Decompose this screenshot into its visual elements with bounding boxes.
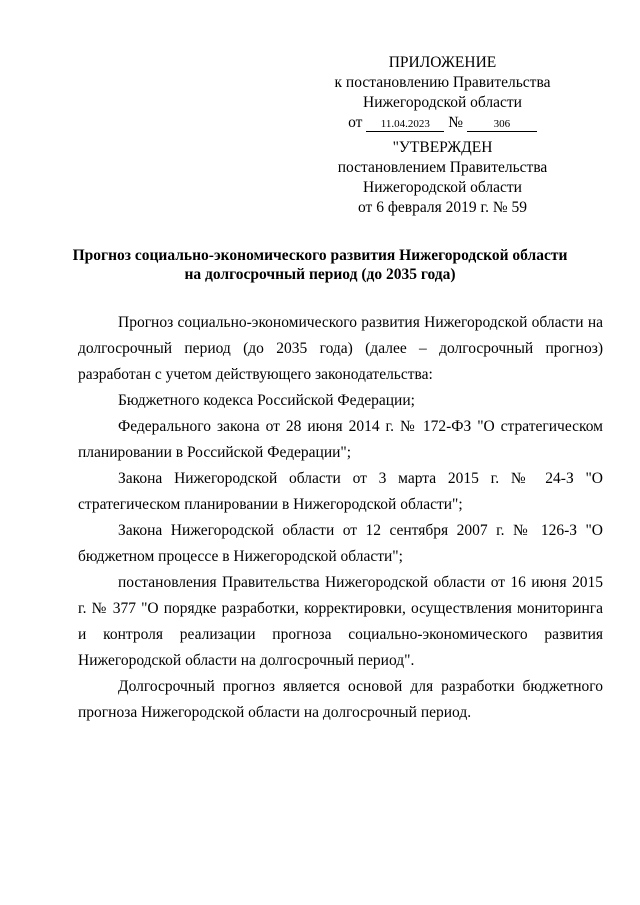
paragraph-conclusion: Долгосрочный прогноз является основой для разработки бюджетного прогноза Нижегородской области на долгосрочный период.: [78, 678, 603, 721]
paragraph-intro: Прогноз социально-экономического развития Нижегородской области на долгосрочный период (до 2035 года) (далее – долгосрочный прогноз) разработан с учетом действующего законодательства:: [78, 314, 603, 383]
paragraph-regional-law-budget: Закона Нижегородской области от 12 сентября 2007 г. № 126-З "О бюджетном процессе в Нижегородской области";: [78, 522, 603, 565]
document-title: [70, 246, 570, 284]
appendix-line-2: Нижегородской области: [363, 94, 522, 111]
appendix-number-sign: №: [448, 114, 463, 131]
paragraph-regional-law-planning: Закона Нижегородской области от 3 марта 2015 г. № 24-З "О стратегическом планировании в Нижегородской области";: [78, 470, 603, 513]
approved-header: [330, 138, 555, 218]
appendix-from-label: от: [348, 114, 363, 131]
approved-line-1: постановлением Правительства: [337, 159, 548, 176]
approved-line-2: Нижегородской области: [363, 179, 522, 196]
appendix-date-line: [330, 113, 555, 133]
paragraph-federal-law: Федерального закона от 28 июня 2014 г. № 172-ФЗ "О стратегическом планировании в Российской Федерации";: [78, 418, 603, 461]
appendix-number-value: 306: [467, 117, 537, 132]
document-title-line-1: Прогноз социально-экономического развития Нижегородской области: [72, 247, 568, 264]
approved-line-3: от 6 февраля 2019 г. № 59: [358, 199, 527, 216]
paragraph-budget-code: Бюджетного кодекса Российской Федерации;: [118, 392, 415, 409]
appendix-line-1: к постановлению Правительства: [334, 74, 551, 91]
document-title-line-2: на долгосрочный период (до 2035 года): [184, 266, 456, 283]
appendix-title: ПРИЛОЖЕНИЕ: [388, 54, 497, 71]
approved-title: "УТВЕРЖДЕН: [392, 139, 493, 156]
paragraph-government-decree: постановления Правительства Нижегородской области от 16 июня 2015 г. № 377 "О порядке разработки, корректировки, осуществления мониторинга и контроля реализации прогноза социально-экономического развития Нижегородской области на долгосрочный период".: [78, 574, 603, 669]
document-body: [78, 310, 603, 726]
appendix-date-value: 11.04.2023: [366, 117, 444, 132]
appendix-header: [330, 53, 555, 133]
